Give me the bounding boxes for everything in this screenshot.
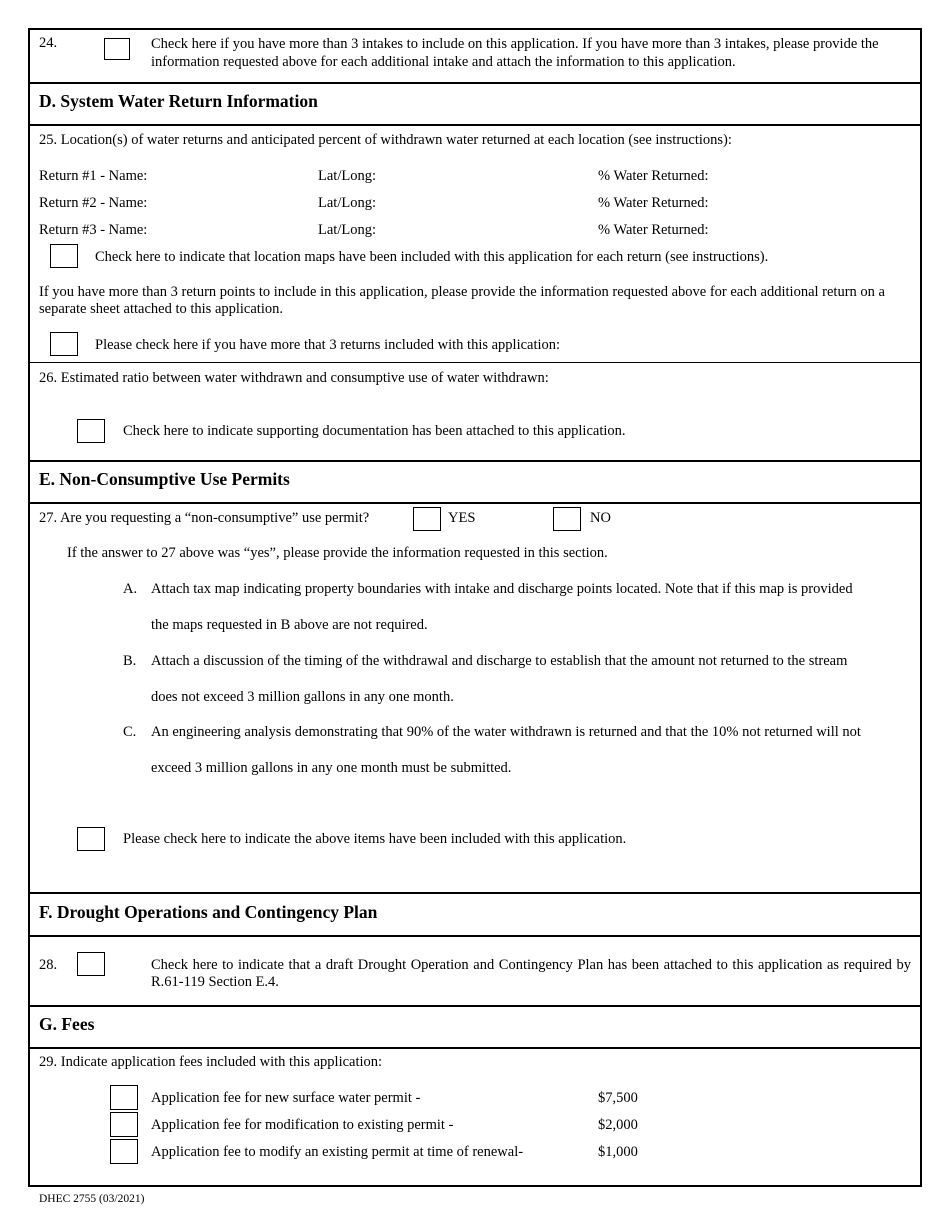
section-e-title: E. Non-Consumptive Use Permits [39, 469, 290, 489]
form-frame [28, 28, 922, 1187]
return-3-name-label: Return #3 - Name: [39, 222, 148, 238]
q27-intro: If the answer to 27 above was “yes”, please provide the information requested in this section. [67, 545, 608, 561]
q29-text: 29. Indicate application fees included with this application: [39, 1054, 383, 1070]
divider [28, 892, 922, 894]
q28-number: 28. [39, 957, 58, 973]
q24-text: Check here if you have more than 3 intakes to include on this application. If you have more than 3 intakes, please provide the information requested above for each additional intake and attach the information to this application. [151, 36, 879, 70]
return-3-latlong-label: Lat/Long: [318, 222, 376, 238]
q26-text: 26. Estimated ratio between water withdrawn and consumptive use of water withdrawn: [39, 370, 549, 386]
drought-plan-checkbox[interactable] [77, 952, 105, 976]
fee-new-permit-checkbox[interactable] [110, 1085, 138, 1110]
item-a-line1: Attach tax map indicating property boundaries with intake and discharge points located. Note that if this map is provided [151, 581, 853, 597]
item-b-line1: Attach a discussion of the timing of the withdrawal and discharge to establish that the amount not returned to the stream [151, 653, 848, 669]
more-returns-checkbox[interactable] [50, 332, 78, 356]
fee-renewal-label: Application fee to modify an existing permit at time of renewal- [151, 1144, 524, 1160]
divider [28, 1047, 922, 1049]
return-1-name-label: Return #1 - Name: [39, 168, 148, 184]
item-b-letter: B. [123, 653, 137, 669]
divider [28, 124, 922, 126]
location-maps-check-text: Check here to indicate that location maps have been included with this application for each return (see instructions). [95, 249, 769, 265]
fee-modification-label: Application fee for modification to existing permit - [151, 1117, 454, 1133]
item-c-letter: C. [123, 724, 137, 740]
divider [28, 1005, 922, 1007]
non-consumptive-yes-checkbox[interactable] [413, 507, 441, 531]
supporting-docs-check-text: Check here to indicate supporting documentation has been attached to this application. [123, 423, 626, 439]
q25-text: 25. Location(s) of water returns and anticipated percent of withdrawn water returned at each location (see instructions): [39, 132, 732, 148]
no-label: NO [590, 510, 611, 526]
fee-renewal-amount: $1,000 [598, 1144, 638, 1160]
divider [28, 362, 922, 363]
divider [28, 935, 922, 937]
item-a-line2: the maps requested in B above are not required. [151, 617, 428, 633]
return-2-latlong-label: Lat/Long: [318, 195, 376, 211]
q28-text: Check here to indicate that a draft Drought Operation and Contingency Plan has been attached to this application as required by R.61-119 Section E.4. [151, 957, 911, 990]
item-c-line1: An engineering analysis demonstrating that 90% of the water withdrawn is returned and that the 10% not returned will not [151, 724, 861, 740]
section-d-title: D. System Water Return Information [39, 91, 318, 111]
return-1-latlong-label: Lat/Long: [318, 168, 376, 184]
fee-new-permit-amount: $7,500 [598, 1090, 638, 1106]
more-returns-note: If you have more than 3 return points to include in this application, please provide the information requested above for each additional return on a separate sheet attached to this application. [39, 284, 885, 317]
section-g-title: G. Fees [39, 1014, 95, 1034]
q27-text: 27. Are you requesting a “non-consumptive” use permit? [39, 510, 370, 526]
item-c-line2: exceed 3 million gallons in any one month must be submitted. [151, 760, 512, 776]
item-b-line2: does not exceed 3 million gallons in any one month. [151, 689, 454, 705]
location-maps-checkbox[interactable] [50, 244, 78, 268]
more-returns-check-text: Please check here if you have more that 3 returns included with this application: [95, 337, 561, 353]
return-2-pct-label: % Water Returned: [598, 195, 709, 211]
q24-number: 24. [39, 35, 58, 51]
fee-modification-checkbox[interactable] [110, 1112, 138, 1137]
divider [28, 502, 922, 504]
q24-more-intakes-checkbox[interactable] [104, 38, 130, 60]
divider [28, 460, 922, 462]
supporting-docs-checkbox[interactable] [77, 419, 105, 443]
divider [28, 82, 922, 84]
fee-new-permit-label: Application fee for new surface water permit - [151, 1090, 421, 1106]
yes-label: YES [448, 510, 476, 526]
non-consumptive-no-checkbox[interactable] [553, 507, 581, 531]
return-1-pct-label: % Water Returned: [598, 168, 709, 184]
section-f-title: F. Drought Operations and Contingency Plan [39, 902, 378, 922]
return-2-name-label: Return #2 - Name: [39, 195, 148, 211]
item-a-letter: A. [123, 581, 138, 597]
form-footer: DHEC 2755 (03/2021) [39, 1193, 145, 1205]
return-3-pct-label: % Water Returned: [598, 222, 709, 238]
items-included-checkbox[interactable] [77, 827, 105, 851]
fee-renewal-checkbox[interactable] [110, 1139, 138, 1164]
items-included-check-text: Please check here to indicate the above items have been included with this application. [123, 831, 627, 847]
fee-modification-amount: $2,000 [598, 1117, 638, 1133]
